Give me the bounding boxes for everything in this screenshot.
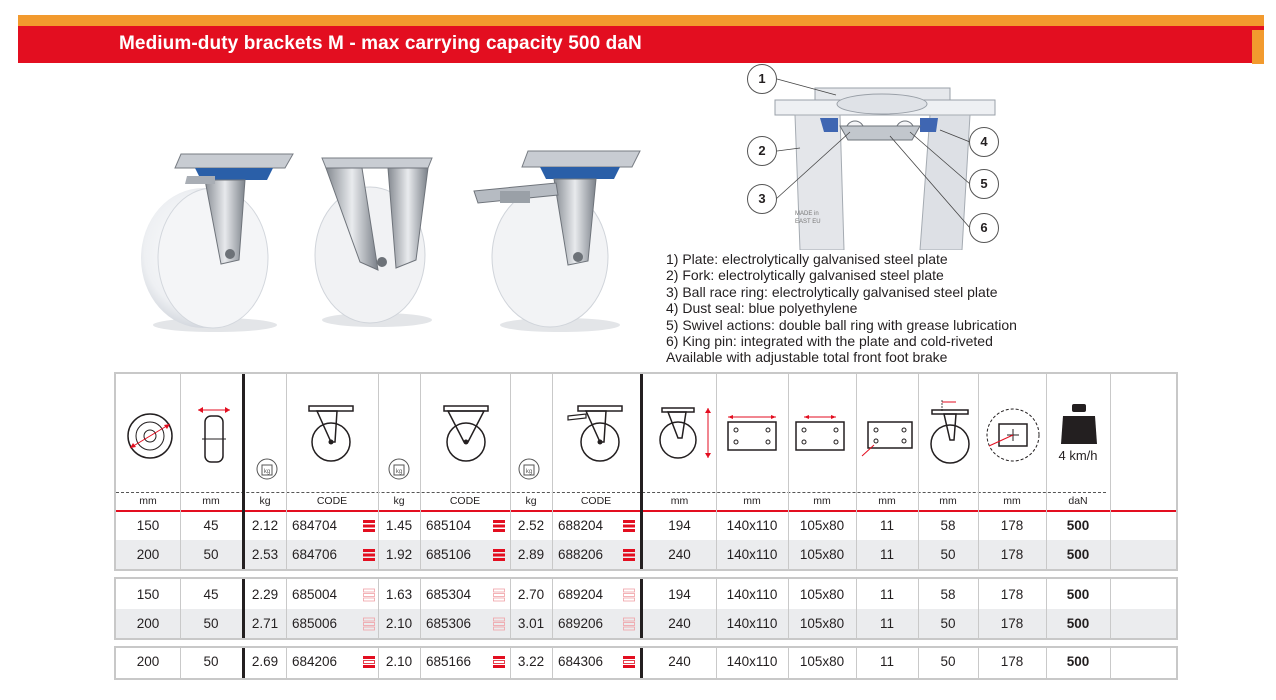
braked-caster-icon [564,404,628,464]
weight-icon [388,458,410,480]
speed-label: 4 km/h [1058,448,1098,463]
legend-item: 3) Ball race ring: electrolytically galvanised steel plate [666,283,998,300]
total-height-icon [656,404,716,464]
cell-bolt: 11 [879,518,894,533]
cell-radius: 178 [1000,616,1024,631]
legend-item: 4) Dust seal: blue polyethylene [666,300,858,317]
variant-marker-icon [362,588,376,602]
variant-marker-icon [362,548,376,562]
unit-label: CODE [316,495,348,507]
cell-width: 45 [203,518,219,533]
wheel-width-icon [196,404,232,466]
variant-marker-icon [622,617,636,631]
swivel-caster-photo [135,140,300,335]
variant-marker-icon [622,655,636,669]
cell-capacity: 500 [1066,518,1090,533]
cell-holes: 105x80 [799,547,845,562]
component-legend [666,251,1017,366]
unit-label: daN [1068,495,1088,507]
cell-code1: 684704 [292,518,338,533]
legend-item: 1) Plate: electrolytically galvanised steel plate [666,251,948,267]
callout-2: 2 [747,136,777,166]
spec-table-main [114,372,1178,571]
cell-plate: 140x110 [726,547,778,562]
cell-width: 50 [203,616,219,631]
cell-kg1: 2.53 [251,547,279,562]
legend-item: 2) Fork: electrolytically galvanised steel plate [666,267,944,284]
cell-radius: 178 [1000,518,1024,533]
callout-5: 5 [969,169,999,199]
variant-marker-icon [492,617,506,631]
wheel-diameter-icon [122,408,178,464]
cell-height: 240 [668,616,691,631]
unit-label: mm [1003,495,1021,507]
load-capacity-icon [1059,402,1099,446]
cell-plate: 140x110 [726,587,778,602]
cell-capacity: 500 [1066,654,1090,669]
cell-holes: 105x80 [799,616,845,631]
unit-divider [116,492,1106,493]
cell-diameter: 150 [136,518,160,533]
cell-bolt: 11 [879,616,894,631]
cell-kg1: 2.71 [251,616,279,631]
cell-kg2: 1.63 [385,587,413,602]
legend-note: Available with adjustable total front foot brake [666,349,948,366]
callout-6: 6 [969,213,999,243]
cell-diameter: 150 [136,587,160,602]
cell-code2: 685104 [426,518,472,533]
cell-radius: 178 [1000,547,1024,562]
variant-marker-icon [492,655,506,669]
variant-marker-icon [622,548,636,562]
cell-offset: 50 [940,616,956,631]
svg-text:MADE in: MADE in [795,211,819,217]
cell-height: 240 [668,654,691,669]
variant-marker-icon [362,655,376,669]
cell-kg3: 2.70 [517,587,545,602]
cell-code1: 684206 [292,654,338,669]
swivel-offset-icon [922,398,978,468]
side-tab [1252,30,1264,64]
cell-bolt: 11 [879,587,894,602]
unit-label: kg [259,495,271,507]
cell-code1: 684706 [292,547,338,562]
cell-code3: 684306 [558,654,604,669]
legend-item: 6) King pin: integrated with the plate and cold-riveted [666,333,993,350]
cell-holes: 105x80 [799,587,845,602]
cell-kg1: 2.69 [251,654,279,669]
cell-capacity: 500 [1066,587,1090,602]
bolt-diameter-icon [860,418,916,458]
page-title: Medium-duty brackets M - max carrying capacity 500 daN [119,33,642,54]
cell-offset: 50 [940,547,956,562]
cell-kg3: 2.89 [517,547,545,562]
header-separator [116,510,1176,512]
callout-4: 4 [969,127,999,157]
unit-label: mm [939,495,957,507]
cell-height: 194 [668,587,691,602]
swivel-caster-icon [301,404,361,464]
cell-bolt: 11 [879,654,894,669]
cell-width: 50 [203,547,219,562]
unit-label: CODE [449,495,481,507]
callout-1: 1 [747,64,777,94]
unit-label: mm [813,495,831,507]
cell-height: 240 [668,547,691,562]
cell-capacity: 500 [1066,547,1090,562]
cell-code3: 689204 [558,587,604,602]
legend-item: 5) Swivel actions: double ball ring with grease lubrication [666,316,1017,333]
variant-marker-icon [362,519,376,533]
svg-text:kg: kg [525,469,533,475]
variant-marker-icon [362,617,376,631]
cell-kg1: 2.29 [251,587,279,602]
cell-offset: 58 [940,518,956,533]
cell-code2: 685306 [426,616,472,631]
cell-holes: 105x80 [799,654,845,669]
cell-radius: 178 [1000,587,1024,602]
cell-code1: 685006 [292,616,338,631]
cell-offset: 50 [940,654,956,669]
cell-code2: 685166 [426,654,472,669]
bolt-hole-spacing-icon [792,414,848,454]
cell-code3: 688206 [558,547,604,562]
unit-label: mm [743,495,761,507]
weight-icon [518,458,540,480]
cell-kg1: 2.12 [251,518,279,533]
cell-holes: 105x80 [799,518,845,533]
cell-capacity: 500 [1066,616,1090,631]
variant-marker-icon [492,588,506,602]
weight-icon [256,458,278,480]
cell-offset: 58 [940,587,956,602]
cell-kg2: 2.10 [385,616,413,631]
cell-code3: 689206 [558,616,604,631]
spec-table-thermoplastic [114,577,1178,640]
unit-label: mm [878,495,896,507]
cell-kg2: 1.92 [385,547,413,562]
cell-diameter: 200 [136,616,160,631]
cell-plate: 140x110 [726,616,778,631]
cell-plate: 140x110 [726,518,778,533]
unit-label: mm [670,495,689,507]
cell-plate: 140x110 [726,654,778,669]
unit-label: mm [139,495,157,507]
svg-text:kg: kg [263,469,271,475]
plate-size-icon [724,414,780,454]
swivel-radius-icon [984,406,1042,464]
unit-label: mm [202,495,220,507]
braked-caster-photo [470,145,648,335]
variant-marker-icon [492,519,506,533]
cell-diameter: 200 [136,547,160,562]
callout-3: 3 [747,184,777,214]
variant-marker-icon [622,588,636,602]
cell-code2: 685304 [426,587,472,602]
title-band [18,26,1264,63]
fixed-caster-icon [436,404,496,464]
cell-width: 50 [203,654,219,669]
cell-kg3: 3.01 [517,616,545,631]
cell-kg2: 1.45 [385,518,413,533]
cell-width: 45 [203,587,219,602]
cell-radius: 178 [1000,654,1024,669]
cell-code1: 685004 [292,587,338,602]
svg-text:EAST EU: EAST EU [795,219,821,225]
cell-kg3: 3.22 [517,654,545,669]
header-accent-bar [18,15,1264,26]
unit-label: kg [393,495,405,507]
cell-kg2: 2.10 [385,654,413,669]
cell-height: 194 [668,518,691,533]
cell-code3: 688204 [558,518,604,533]
variant-marker-icon [622,519,636,533]
fixed-caster-photo [312,150,442,330]
spec-table-alternate [114,646,1178,680]
svg-text:kg: kg [395,469,403,475]
variant-marker-icon [492,548,506,562]
cell-bolt: 11 [879,547,894,562]
unit-label: CODE [580,495,612,507]
cell-kg3: 2.52 [517,518,545,533]
unit-label: kg [525,495,537,507]
cell-diameter: 200 [136,654,160,669]
cell-code2: 685106 [426,547,472,562]
